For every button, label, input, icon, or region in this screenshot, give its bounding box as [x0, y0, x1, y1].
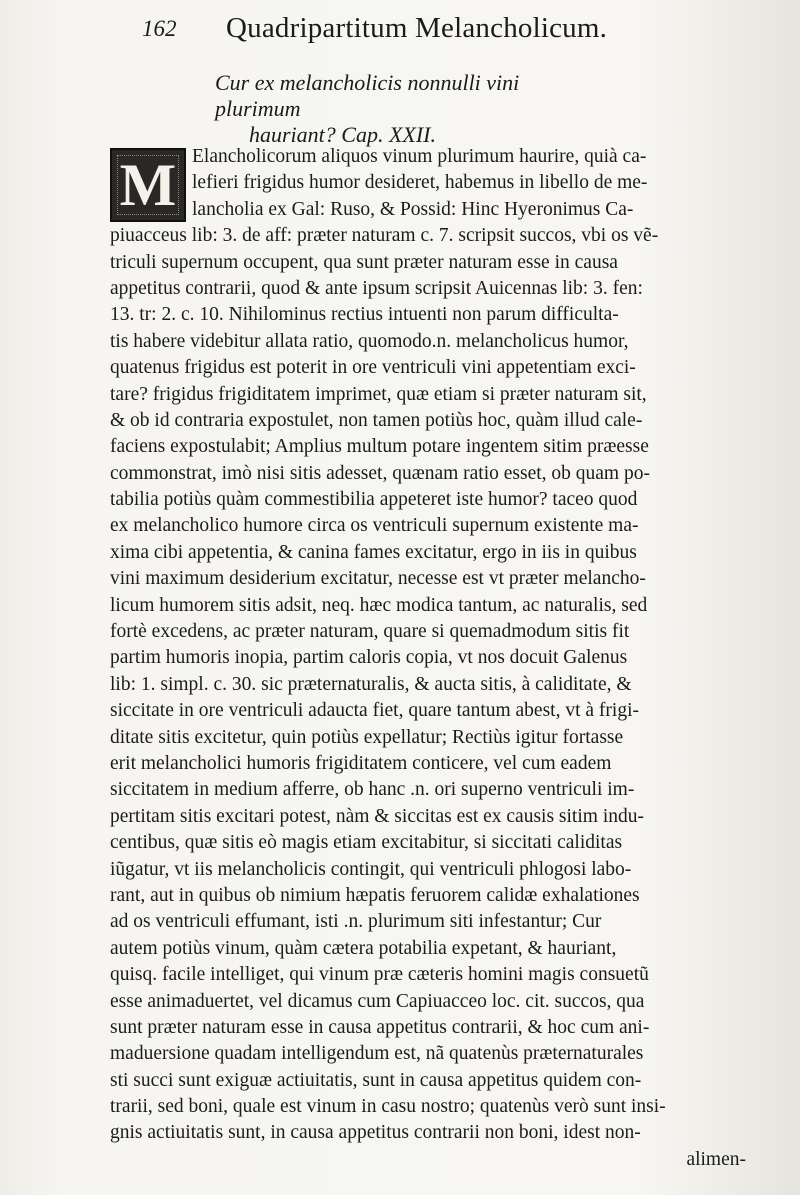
text-line: vini maximum desiderium excitatur, necesse est vt præter melancho- [110, 568, 646, 590]
chapter-heading-line: Cur ex melancholicis nonnulli vini plurimum [215, 70, 520, 121]
text-line: gnis actiuitatis sunt, in causa appetitus contrarii non boni, idest non- [110, 1122, 641, 1144]
text-line: ditate sitis excitetur, quin potiùs expellatur; Rectiùs igitur fortasse [110, 726, 624, 748]
text-line: erit melancholici humoris frigiditatem conticere, vel cum eadem [110, 752, 612, 774]
text-line: triculi supernum occupent, qua sunt præter naturam esse in causa [110, 251, 618, 273]
text-line: licum humorem sitis adsit, neq. hæc modica tantum, ac naturalis, sed [110, 594, 648, 616]
running-title: Quadripartitum Melancholicum. [226, 12, 608, 44]
text-line: xima cibi appetentia, & canina fames excitatur, ergo in iis in quibus [110, 541, 637, 563]
text-line: trarii, sed boni, quale est vinum in casu nostro; quatenùs verò sunt insi- [110, 1096, 666, 1118]
text-line: 13. tr: 2. c. 10. Nihilominus rectius intuenti non parum difficulta- [110, 304, 619, 326]
text-line: Elancholicorum aliquos vinum plurimum haurire, quià ca- [192, 146, 647, 167]
text-line: iũgatur, vt iis melancholicis contingit, qui ventriculi phlogosi labo- [110, 858, 632, 880]
text-line: centibus, quæ sitis eò magis etiam excitabitur, si siccitati caliditas [110, 832, 623, 854]
page-number: 162 [142, 16, 177, 41]
text-line: commonstrat, imò nisi sitis adesset, quænam ratio esset, ob quam po- [110, 462, 650, 484]
text-line: & ob id contraria expostulet, non tamen potiùs hoc, quàm illud cale- [110, 409, 643, 431]
text-line: tare? frigidus frigiditatem imprimet, quæ etiam si præter naturam sit, [110, 383, 647, 405]
text-line: fortè excedens, ac præter naturam, quare si quemadmodum sitis fit [110, 621, 630, 643]
text-line: autem potiùs vinum, quàm cætera potabilia expetant, & hauriant, [110, 937, 617, 959]
text-line: tabilia potiùs quàm commestibilia appeteret iste humor? taceo quod [110, 489, 638, 511]
text-line: quatenus frigidus est poterit in ore ventriculi vini appetentiam exci- [110, 357, 636, 379]
text-line: esse animaduertet, vel dicamus cum Capiuacceo loc. cit. succos, qua [110, 990, 645, 1012]
text-line: ex melancholico humore circa os ventriculi supernum existente ma- [110, 515, 639, 537]
text-line: lefieri frigidus humor desideret, habemus in libello de me- [192, 172, 648, 194]
chapter-heading [215, 70, 595, 148]
text-line: appetitus contrarii, quod & ante ipsum scripsit Auicennas lib: 3. fen: [110, 277, 643, 299]
text-line: quisq. facile intelliget, qui vinum præ cæteris homini magis consuetũ [110, 964, 649, 986]
initial-letter: M [119, 152, 177, 218]
chapter-heading-line: hauriant? Cap. XXII. [249, 122, 436, 147]
text-line: sti succi sunt exiguæ actiuitatis, sunt in causa appetitus quidem con- [110, 1069, 642, 1091]
text-line: tis habere videbitur allata ratio, quomodo.n. melancholicus humor, [110, 330, 629, 352]
text-line: rant, aut in quibus ob nimium hæpatis feruorem calidæ exhalationes [110, 884, 640, 906]
text-line: ad os ventriculi effumant, isti .n. plurimum siti infestantur; Cur [110, 911, 602, 933]
text-line: piuacceus lib: 3. de aff: præter naturam c. 7. scripsit succos, vbi os vẽ- [110, 225, 659, 247]
text-line: lib: 1. simpl. c. 30. sic præternaturalis, & aucta sitis, à caliditate, & [110, 673, 632, 695]
text-line: faciens expostulabit; Amplius multum potare ingentem sitim præesse [110, 436, 649, 458]
catchword: alimen- [686, 1148, 746, 1170]
text-line: sunt præter naturam esse in causa appetitus contrarii, & hoc cum ani- [110, 1016, 650, 1038]
text-line: partim humoris inopia, partim caloris copia, vt nos docuit Galenus [110, 647, 628, 669]
text-line: lancholia ex Gal: Ruso, & Possid: Hinc Hyeronimus Ca- [192, 198, 634, 220]
page-header [142, 12, 762, 48]
body-text [110, 144, 760, 1173]
text-line: maduersione quadam intelligendum est, nã quatenùs præternaturales [110, 1043, 644, 1065]
text-line: pertitam sitis excitari potest, nàm & siccitas est ex causis sitim indu- [110, 805, 644, 827]
text-line: siccitatem in medium afferre, ob hanc .n. ori superno ventriculi im- [110, 779, 635, 801]
text-line: siccitate in ore ventriculi adaucta fiet, quare tantum abest, vt à frigi- [110, 700, 639, 722]
